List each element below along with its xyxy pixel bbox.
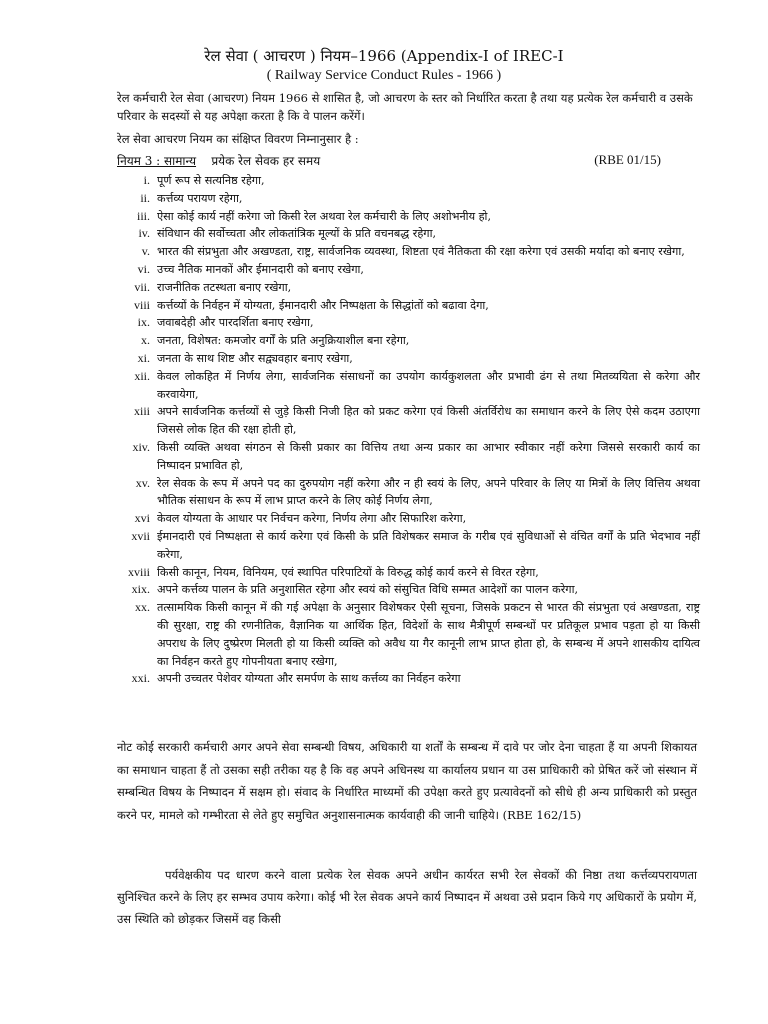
intro-paragraph: रेल कर्मचारी रेल सेवा (आचरण) नियम 1966 से शासित है, जो आचरण के स्तर को निर्धारित करता है तथा यह प्रत्येक रेल कर्मचारी व उसके परिवार के सदस्यों से यह अपेक्षा करता है कि वे पालन करेंगें।: [117, 91, 693, 123]
list-item-text: तत्सामयिक किसी कानून में की गई अपेक्षा के अनुसार विशेषकर ऐसी सूचना, जिसके प्रकटन से भारत की संप्रभुता एवं अखण्डता, राष्ट्र की सुरक्षा, राष्ट्र की रणनीतिक, वैज्ञानिक या आर्थिक हित, विदेशों के साथ मैत्रीपूर्ण सम्बन्धों पर प्रतिकूल प्रभाव पड़ता हो या किसी अपराध के लिए दुष्प्रेरण मिलती हो या किसी व्यक्ति को अवैध या गैर कानूनी लाभ प्राप्त होता हो, के सम्बन्ध में अपने शासकीय दायित्व का निर्वहन करते हुए गोपनीयता बनाए रखेगा,: [157, 601, 700, 668]
list-item-number: xix.: [131, 582, 150, 597]
list-item: [100, 190, 700, 208]
list-item-number: vi.: [137, 261, 150, 276]
list-item: [100, 403, 700, 439]
list-item-number: xx.: [135, 600, 150, 615]
list-item: [100, 510, 700, 528]
list-item: [100, 350, 700, 368]
rule-reference: (RBE 01/15): [594, 152, 661, 167]
list-item: [100, 314, 700, 332]
list-item: [100, 243, 700, 261]
list-item-number: iv.: [138, 226, 150, 241]
list-item-number: iii.: [136, 208, 150, 223]
list-item-text: राजनीतिक तटस्थता बनाए रखेगा,: [157, 280, 292, 294]
list-item-number: xxi.: [131, 671, 150, 686]
list-item: [100, 475, 700, 511]
list-item-number: xiii: [133, 404, 150, 419]
list-item-text: जवाबदेही और पारदर्शिता बनाए रखेगा,: [157, 316, 314, 330]
list-item: [100, 208, 700, 226]
document-title: रेल सेवा ( आचरण ) नियम–1966 (Appendix-I of IREC-I: [204, 47, 564, 65]
list-item-text: पूर्ण रूप से सत्यनिष्ठ रहेगा,: [157, 174, 265, 187]
list-item-number: xviii: [127, 564, 150, 579]
list-item-text: संविधान की सर्वोच्चता और लोकतांत्रिक मूल्यों के प्रति वचनबद्ध रहेगा,: [157, 227, 437, 241]
list-item-number: xvi: [134, 511, 150, 526]
intro-summary-line: रेल सेवा आचरण नियम का संक्षिप्त विवरण निम्नानुसार है :: [117, 132, 359, 146]
list-item-text: केवल योग्यता के आधार पर निर्वचन करेगा, निर्णय लेगा और सिफारिश करेगा,: [157, 512, 467, 526]
list-item: [100, 368, 700, 404]
list-item-number: xv.: [135, 475, 150, 490]
list-item-text: कर्त्तव्यों के निर्वहन में योग्यता, ईमानदारी और निष्पक्षता के सिद्धांतों को बढावा देगा,: [157, 298, 489, 312]
closing-paragraph: पर्यवेक्षकीय पद धारण करने वाला प्रत्येक रेल सेवक अपने अधीन कार्यरत सभी रेल सेवकों की निष्ठा तथा कर्त्तव्यपरायणता सुनिश्चित करने के लिए हर सम्भव उपाय करेगा। कोई भी रेल सेवक अपने कार्य निष्पादन में अथवा उसे प्रदान किये गए अधिकारों के प्रयोग में, उस स्थिति को छोड़कर जिसमें वह किसी: [117, 868, 697, 926]
list-item: [100, 279, 700, 297]
list-item: [100, 528, 700, 564]
list-item-number: xvii: [131, 528, 150, 543]
list-item-text: ऐसा कोई कार्य नहीं करेगा जो किसी रेल अथवा रेल कर्मचारी के लिए अशोभनीय हो,: [157, 209, 492, 223]
list-item-text: अपने कर्त्तव्य पालन के प्रति अनुशासित रहेगा और स्वयं को संसुचित विधि सम्मत आदेशों का पालन करेगा,: [157, 583, 579, 597]
list-item-number: vii.: [134, 279, 150, 294]
document-subtitle: ( Railway Service Conduct Rules - 1966 ): [266, 68, 502, 83]
list-item: [100, 581, 700, 599]
list-item: [100, 261, 700, 279]
list-item: [100, 439, 700, 475]
rule-heading: [117, 152, 697, 169]
list-item: [100, 670, 700, 688]
list-item-number: x.: [141, 333, 150, 348]
list-item-text: किसी व्यक्ति अथवा संगठन से किसी प्रकार का वित्तिय तथा अन्य प्रकार का आभार स्वीकार नहीं करेगा जिससे सरकारी कार्य का निष्पादन प्रभावित हो,: [157, 440, 700, 472]
list-item-text: जनता के साथ शिष्ट और सद्व्यवहार बनाए रखेगा,: [157, 351, 353, 365]
rule-label: नियम 3 : सामान्य: [117, 154, 197, 168]
list-item-number: xi.: [137, 350, 150, 365]
list-item: [100, 172, 700, 190]
list-item: [100, 599, 700, 670]
rule-text: प्रयेक रेल सेवक हर समय: [211, 154, 321, 168]
list-item-text: केवल लोकहित में निर्णय लेगा, सार्वजनिक संसाधनों का उपयोग कार्यकुशलता और प्रभावी ढंग से तथा मितव्ययिता से करेगा और करवायेगा,: [157, 369, 700, 401]
list-item-text: रेल सेवक के रूप में अपने पद का दुरुपयोग नहीं करेगा और न ही स्वयं के लिए, अपने परिवार के लिए या मित्रों के लिए वित्तिय अथवा भौतिक संसाधन के रूप में लाभ प्राप्त करने के लिए कोई निर्णय लेगा,: [157, 476, 700, 508]
list-item-number: ix.: [137, 315, 150, 330]
list-item-text: कर्त्तव्य परायण रहेगा,: [157, 191, 243, 205]
list-item: [100, 225, 700, 243]
list-item-text: ईमानदारी एवं निष्पक्षता से कार्य करेगा एवं किसी के प्रति विशेषकर समाज के गरीब एवं सुविधाओं से वंचित वर्गों के प्रति भेदभाव नहीं करेगा,: [157, 529, 700, 561]
list-item: [100, 564, 700, 582]
list-item-text: भारत की संप्रभुता और अखण्डता, राष्ट्र, सार्वजनिक व्यवस्था, शिष्टता एवं नैतिकता की रक्षा करेगा एवं उसकी मर्यादा को बनाए रखेगा,: [157, 245, 685, 259]
list-item-number: viii: [133, 297, 150, 312]
rule-items-list: [100, 172, 700, 688]
list-item-number: i.: [143, 173, 150, 187]
list-item: [100, 332, 700, 350]
list-item-text: अपने सार्वजनिक कर्त्तव्यों से जुड़े किसी निजी हित को प्रकट करेगा एवं किसी अंतर्विरोध का समाधान करने के लिए ऐसे कदम उठाएगा जिससे लोक हित की रक्षा होती हो,: [157, 405, 700, 437]
note-paragraph: नोट कोई सरकारी कर्मचारी अगर अपने सेवा सम्बन्धी विषय, अधिकारी या शर्तों के सम्बन्ध में दावे पर जोर देना चाहता हैं या अपनी शिकायत का समाधान चाहता हैं तो उसका सही तरीका यह है कि वह अपने अधिनस्थ या कार्यालय प्रधान या उस प्राधिकारी को प्रेषित करें जो संस्थान में सम्बन्धित विषय के निष्पादन में सक्षम हो। संवाद के निर्धारित माध्यमों की उपेक्षा करते हुए प्रत्यावेदनों को सीधे ही अन्य प्राधिकारी को प्रस्तुत करने पर, मामले को गम्भीरता से लेते हुए समुचित अनुशासनात्मक कार्यवाही की जानी चाहिये। (RBE 162/15): [117, 740, 697, 822]
list-item-text: अपनी उच्चतर पेशेवर योग्यता और समर्पण के साथ कर्त्तव्य का निर्वहन करेगा: [157, 672, 461, 686]
list-item-text: किसी कानून, नियम, विनियम, एवं स्थापित परिपाटियों के विरुद्ध कोई कार्य करने से विरत रहेगा,: [157, 565, 539, 579]
list-item: [100, 297, 700, 315]
list-item-number: xii.: [134, 368, 150, 383]
list-item-number: ii.: [140, 190, 150, 205]
list-item-text: उच्च नैतिक मानकों और ईमानदारी को बनाए रखेगा,: [157, 262, 364, 276]
list-item-number: v.: [141, 244, 150, 259]
list-item-number: xiv.: [132, 439, 150, 454]
list-item-text: जनता, विशेषत: कमजोर वर्गों के प्रति अनुक्रियाशील बना रहेगा,: [157, 334, 410, 348]
